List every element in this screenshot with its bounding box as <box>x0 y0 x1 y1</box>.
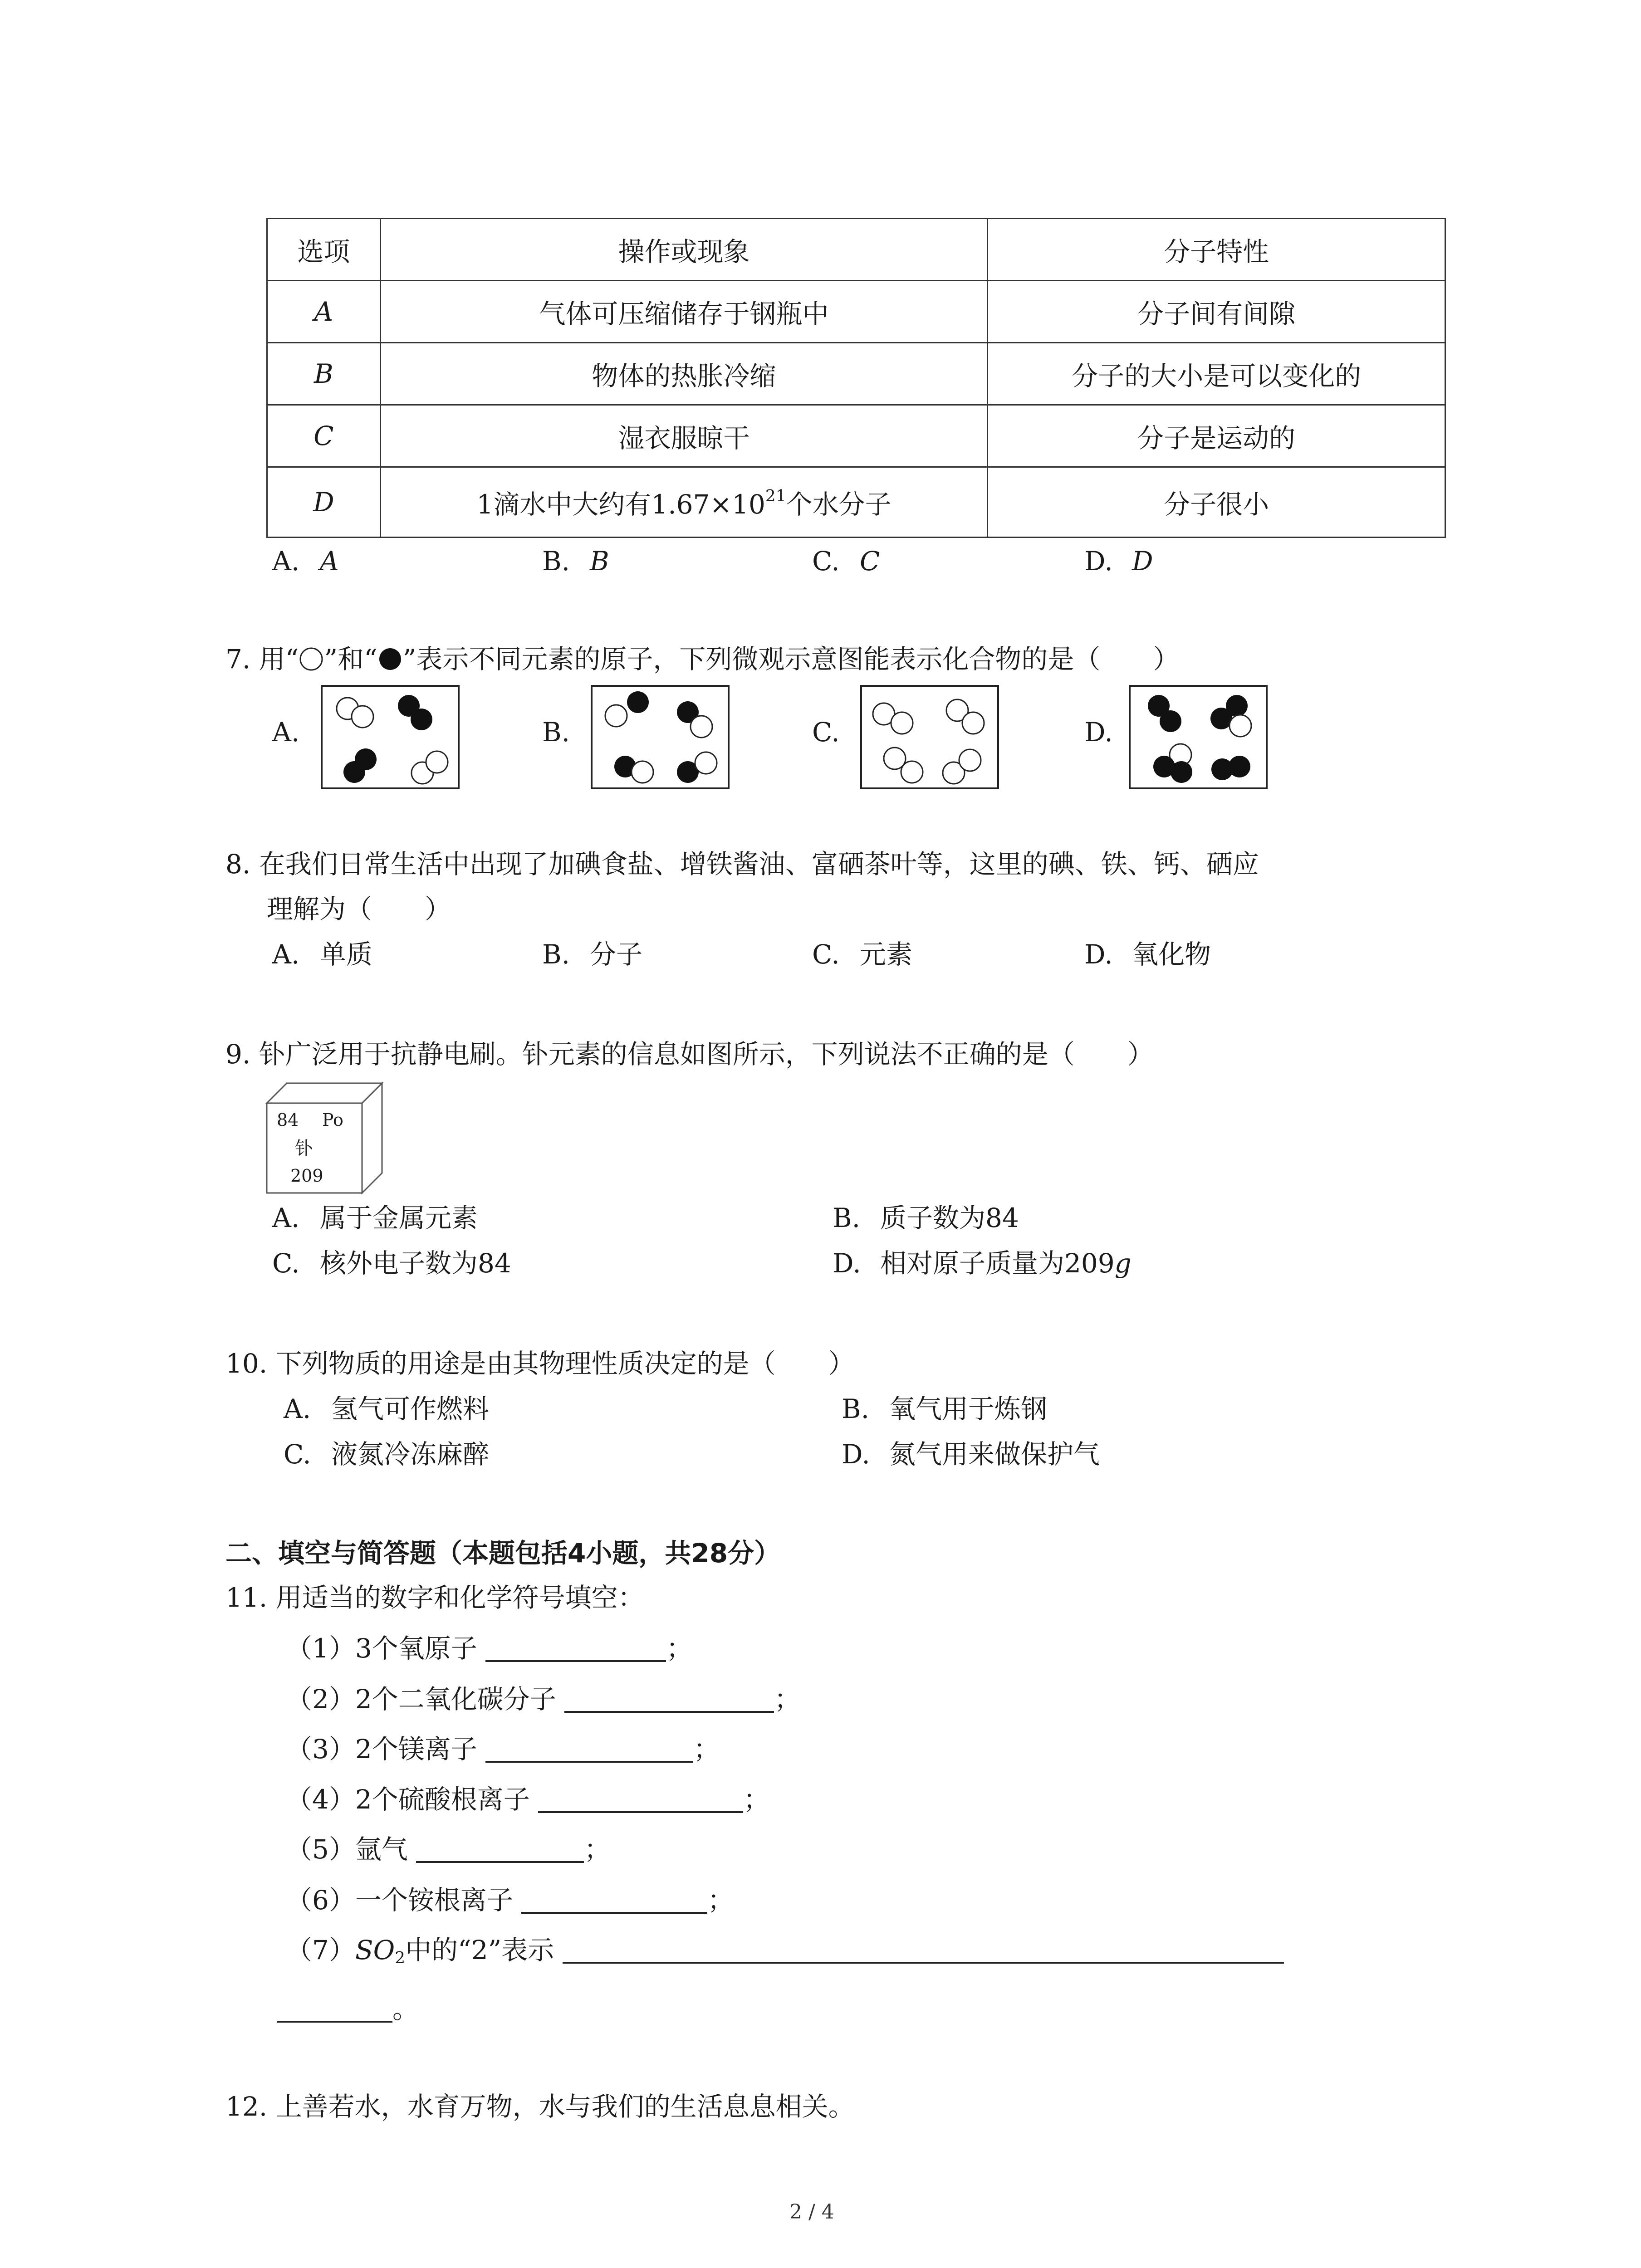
q7-diagram-a[interactable] <box>321 685 460 789</box>
table-row <box>267 343 1445 405</box>
q9-option-a[interactable]: A. 属于金属元素 <box>272 1202 478 1233</box>
q7-label-a[interactable]: A. <box>272 717 300 748</box>
table-cell: 分子间有间隙 <box>988 281 1445 343</box>
table-cell: 分子是运动的 <box>988 405 1445 467</box>
q12-stem: 12. 上善若水，水育万物，水与我们的生活息息相关。 <box>225 2091 855 2122</box>
table-header-cell: 选项 <box>267 219 381 281</box>
q10-option-d[interactable]: D. 氮气用来做保护气 <box>842 1439 1100 1470</box>
table-row <box>267 467 1445 538</box>
molecule-property-table <box>266 218 1446 538</box>
table-cell: 物体的热胀冷缩 <box>380 343 988 405</box>
black-atom-icon <box>377 646 403 672</box>
q11-item-7: $(7)SO_2$中的“2”表示 <box>286 1937 1284 1964</box>
q11-item-4: （4）2个硫酸根离子 ； <box>286 1784 770 1815</box>
q11-stem: 11. 用适当的数字和化学符号填空： <box>225 1582 644 1613</box>
answer-blank-5[interactable] <box>416 1838 584 1863</box>
table-cell: B <box>267 343 381 405</box>
section-heading: 二、填空与简答题（本题包括4小题，共28分） <box>225 1538 781 1569</box>
q8-option-a[interactable]: A. 单质 <box>272 939 373 970</box>
table-row <box>267 405 1445 467</box>
q7-stem: 7. 用“ ”和“ ”表示不同元素的原子，下列微观示意图能表示化合物的是（ ） <box>225 644 1180 675</box>
q10-option-a[interactable]: A. 氢气可作燃料 <box>284 1393 490 1424</box>
table-cell: D <box>267 467 381 538</box>
page-number: 2 / 4 <box>789 2200 834 2224</box>
table-header-row <box>267 219 1445 281</box>
exponent: 21 <box>765 487 786 506</box>
q6-option-a[interactable]: A. A <box>272 546 339 577</box>
water-count-text: 1滴水中大约有1.67×10 <box>476 489 765 520</box>
q8-option-c[interactable]: C. 元素 <box>812 939 913 970</box>
q10-option-c[interactable]: C. 液氮冷冻麻醉 <box>284 1439 490 1470</box>
q8-option-b[interactable]: B. 分子 <box>542 939 643 970</box>
table-cell: 气体可压缩储存于钢瓶中 <box>380 281 988 343</box>
q6-option-b[interactable]: B. B <box>542 546 609 577</box>
white-atom-icon <box>299 646 324 672</box>
q11-item-3: （3）2个镁离子 ； <box>286 1734 720 1765</box>
q11-item-5: （5）氩气 ； <box>286 1834 611 1865</box>
table-cell: A <box>267 281 381 343</box>
molecule-diagram-b <box>593 687 728 787</box>
element-name: 钋 <box>295 1138 313 1159</box>
element-cell-polonium <box>263 1080 386 1204</box>
q7-label-b[interactable]: B. <box>542 717 570 748</box>
answer-blank-7-continued[interactable] <box>277 1997 392 2023</box>
table-header-cell: 分子特性 <box>988 219 1445 281</box>
water-count-suffix: 个水分子 <box>786 489 892 520</box>
answer-blank-4[interactable] <box>538 1788 743 1813</box>
element-symbol: Po <box>322 1110 343 1130</box>
table-row <box>267 281 1445 343</box>
molecule-diagram-a <box>323 687 458 787</box>
q7-diagram-c[interactable] <box>860 685 999 789</box>
element-cube-drawing <box>263 1080 386 1198</box>
q8-option-d[interactable]: D. 氧化物 <box>1084 939 1211 970</box>
q9-option-b[interactable]: B. 质子数为84 <box>833 1202 1019 1233</box>
molecule-diagram-c <box>862 687 997 787</box>
answer-blank-1[interactable] <box>485 1637 666 1662</box>
atomic-mass: 209 <box>290 1166 323 1186</box>
q6-option-c[interactable]: C. C <box>812 546 880 577</box>
q8-stem-line2: 理解为（ ） <box>267 894 451 924</box>
q9-option-c[interactable]: C. 核外电子数为84 <box>272 1248 511 1279</box>
atomic-number: 84 <box>277 1110 299 1130</box>
q9-stem: 9. 钋广泛用于抗静电刷。钋元素的信息如图所示，下列说法不正确的是（ ） <box>225 1039 1154 1070</box>
table-cell: 湿衣服晾干 <box>380 405 988 467</box>
q11-item-6: （6）一个铵根离子 ； <box>286 1885 734 1916</box>
q10-stem: 10. 下列物质的用途是由其物理性质决定的是（ ） <box>225 1348 855 1379</box>
q8-stem-line1: 8. 在我们日常生活中出现了加碘食盐、增铁酱油、富硒茶叶等，这里的碘、铁、钙、硒应 <box>225 849 1259 880</box>
mass-unit: g <box>1114 1248 1132 1279</box>
q7-diagram-b[interactable] <box>591 685 730 789</box>
formula-so2: SO <box>355 1935 395 1965</box>
answer-blank-3[interactable] <box>485 1737 693 1763</box>
answer-blank-7[interactable] <box>563 1938 1284 1964</box>
table-cell: C <box>267 405 381 467</box>
q10-option-b[interactable]: B. 氧气用于炼钢 <box>842 1393 1048 1424</box>
q7-label-d[interactable]: D. <box>1084 717 1113 748</box>
q11-item-7-continued: 。 <box>277 1996 419 2023</box>
q7-label-c[interactable]: C. <box>812 717 840 748</box>
table-cell: 分子很小 <box>988 467 1445 538</box>
q11-item-2: （2）2个二氧化碳分子 ； <box>286 1684 801 1715</box>
q7-diagram-d[interactable] <box>1129 685 1268 789</box>
table-cell: 分子的大小是可以变化的 <box>988 343 1445 405</box>
molecule-diagram-d <box>1131 687 1266 787</box>
answer-blank-2[interactable] <box>564 1687 774 1713</box>
q6-option-d[interactable]: D. D <box>1084 546 1153 577</box>
answer-blank-6[interactable] <box>521 1888 707 1914</box>
q9-option-d[interactable]: D. 相对原子质量为209g <box>833 1248 1132 1279</box>
table-header-cell: 操作或现象 <box>380 219 988 281</box>
table-cell <box>380 467 988 538</box>
q11-item-1: （1）3个氧原子 ； <box>286 1633 693 1664</box>
